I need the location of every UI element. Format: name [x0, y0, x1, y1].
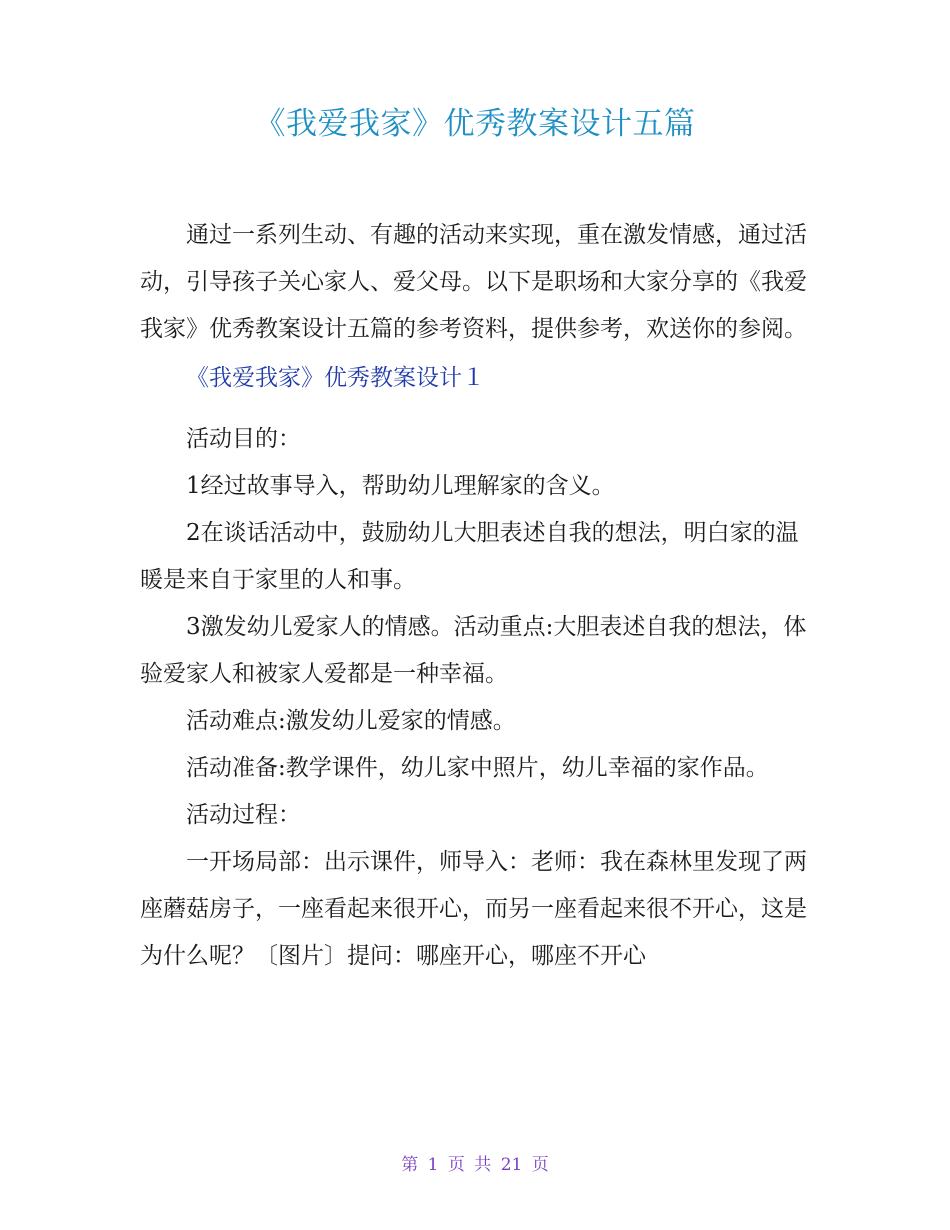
page-number-footer: 第 1 页 共 21 页: [401, 1155, 549, 1175]
objective-2: 2在谈话活动中，鼓励幼儿大胆表述自我的想法，明白家的温暖是来自于家里的人和事。: [140, 520, 799, 593]
objectives-label: 活动目的：: [186, 426, 301, 452]
document-title: 《我爱我家》优秀教案设计五篇: [254, 106, 696, 142]
process-label: 活动过程：: [186, 802, 301, 828]
difficulty-paragraph: 活动难点:激发幼儿爱家的情感。: [186, 708, 516, 734]
process-paragraph: 一开场局部：出示课件，师导入：老师：我在森林里发现了两座蘑菇房子，一座看起来很开心，而另一座看起来很不开心，这是为什么呢？〔图片〕提问：哪座开心，哪座不开心: [140, 849, 807, 969]
intro-paragraph: 通过一系列生动、有趣的活动来实现，重在激发情感，通过活动，引导孩子关心家人、爱父母。以下是职场和大家分享的《我爱我家》优秀教案设计五篇的参考资料，提供参考，欢送你的参阅。: [140, 222, 807, 342]
objective-1: 1经过故事导入，帮助幼儿理解家的含义。: [186, 473, 615, 499]
section-heading: 《我爱我家》优秀教案设计１: [186, 365, 485, 391]
objective-3: 3激发幼儿爱家人的情感。活动重点:大胆表述自我的想法，体验爱家人和被家人爱都是一种幸福。: [140, 614, 807, 687]
document-body: [140, 212, 812, 980]
preparation-paragraph: 活动准备:教学课件，幼儿家中照片，幼儿幸福的家作品。: [186, 755, 769, 781]
